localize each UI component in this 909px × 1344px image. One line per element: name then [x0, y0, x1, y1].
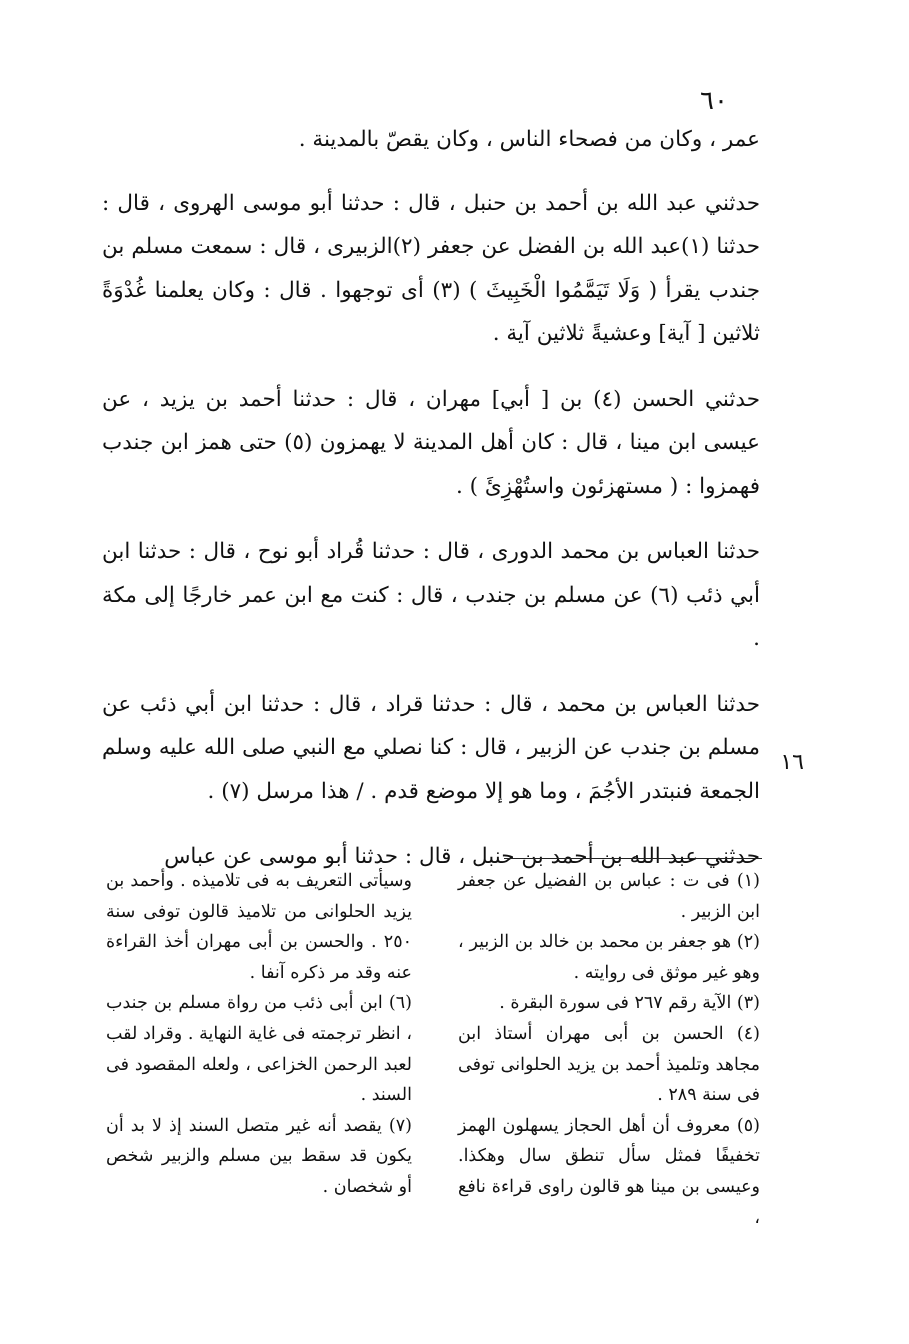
paragraph: حدثني عبد الله بن أحمد بن حنبل ، قال : حدثنا أبو موسى عن عباس: [164, 844, 760, 869]
footnote: (٧) يقصد أنه غير متصل السند إذ لا بد أن يكون قد سقط بين مسلم والزبير شخص أو شخصان .: [106, 1115, 412, 1197]
footnote: (٥) معروف أن أهل الحجاز يسهلون الهمز تخفيفًا فمثل سأل تنطق سال وهكذا. وعيسى بن مينا هو قالون راوى قراءة نافع ،: [458, 1115, 760, 1228]
footnote: (١) فى ت : عباس بن الفضيل عن جعفر ابن الزبير .: [458, 871, 760, 922]
paragraph: حدثني الحسن (٤) بن [ أبي] مهران ، قال : حدثنا أحمد بن يزيد ، عن عيسى ابن مينا ، قال : كان أهل المدينة لا يهمزون (٥) حتى همز ابن جندب فهمزوا : ( مستهزئون واستُهْزِئَ ) .: [102, 386, 760, 499]
footnote: وسيأتى التعريف به فى تلاميذه . وأحمد بن يزيد الحلوانى من تلاميذ قالون توفى سنة ٢٥٠ . والحسن بن أبى مهران أخذ القراءة عنه وقد مر ذكره آنفا .: [106, 871, 412, 983]
page-number: ٦٠: [700, 86, 728, 116]
footnotes-left-column: [106, 866, 412, 1203]
footnote: (٦) ابن أبى ذئب من رواة مسلم بن جندب ، انظر ترجمته فى غاية النهاية . وقراد لقب لعبد الرحمن الخزاعى ، ولعله المقصود فى السند .: [106, 993, 412, 1106]
margin-page-marker: ١٦: [780, 750, 804, 775]
paragraph: حدثني عبد الله بن أحمد بن حنبل ، قال : حدثنا أبو موسى الهروى ، قال : حدثنا (١)عبد الله بن الفضل عن جعفر (٢)الزبيرى ، قال : سمعت مسلم بن جندب يقرأ ( وَلَا تَيَمَّمُوا الْخَبِيثَ ) (٣) أى توجهوا . قال : وكان يعلمنا غُدْوَةً ثلاثين [ آية] وعشيةً ثلاثين آية .: [102, 190, 760, 346]
paragraph: حدثنا العباس بن محمد ، قال : حدثنا قراد ، قال : حدثنا ابن أبي ذئب عن مسلم بن جندب عن الزبير ، قال : كنا نصلي مع النبي صلى الله عليه وسلم الجمعة فنبتدر الأجُمَ ، وما هو إلا موضع قدم . / هذا مرسل (٧) .: [102, 691, 760, 804]
footnotes-right-column: [458, 866, 760, 1233]
footnote-divider: [504, 858, 762, 859]
footnote: (٢) هو جعفر بن محمد بن خالد بن الزبير ، وهو غير موثق فى روايته .: [458, 932, 760, 983]
footnote: (٣) الآية رقم ٢٦٧ فى سورة البقرة .: [499, 993, 760, 1014]
paragraph: عمر ، وكان من فصحاء الناس ، وكان يقصّ بالمدينة .: [298, 127, 760, 152]
footnote: (٤) الحسن بن أبى مهران أستاذ ابن مجاهد وتلميذ أحمد بن يزيد الحلوانى توفى فى سنة ٢٨٩ .: [458, 1023, 760, 1106]
main-text: [102, 118, 760, 901]
paragraph: حدثنا العباس بن محمد الدورى ، قال : حدثنا قُراد أبو نوح ، قال : حدثنا ابن أبي ذئب (٦) عن مسلم بن جندب ، قال : كنت مع ابن عمر خارجًا إلى مكة .: [102, 539, 760, 651]
